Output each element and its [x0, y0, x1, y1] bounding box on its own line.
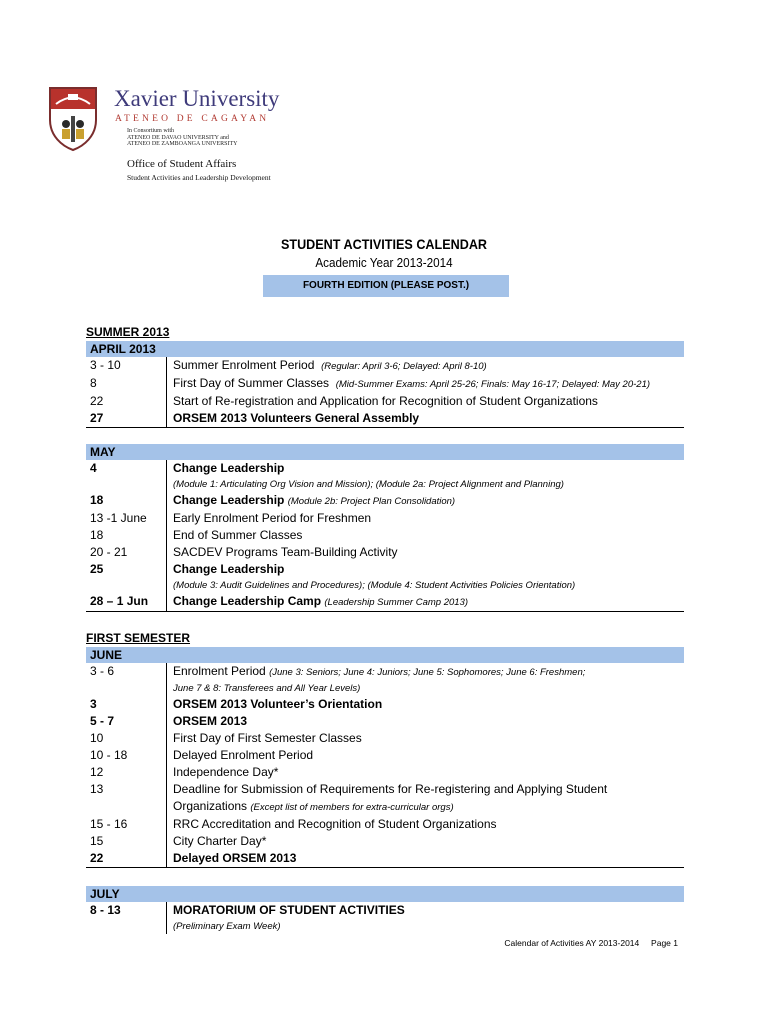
calendar-row: [86, 833, 684, 850]
month-bar-april: APRIL 2013: [86, 341, 684, 357]
row-text: Change Leadership Camp: [173, 594, 322, 608]
row-date: 22: [90, 851, 104, 865]
calendar-row: [86, 357, 684, 375]
month-bar-july: JULY: [86, 886, 684, 902]
row-desc: [166, 460, 684, 492]
row-note: (Leadership Summer Camp 2013): [324, 597, 468, 608]
row-date: 13: [90, 782, 104, 796]
row-text: City Charter Day*: [173, 834, 267, 848]
row-date: 3: [90, 697, 97, 711]
row-desc: [166, 357, 684, 375]
row-date: 3 - 10: [90, 358, 121, 372]
edition-banner: FOURTH EDITION (PLEASE POST.): [263, 275, 509, 297]
row-subline: (Module 1: Articulating Org Vision and Mission); (Module 2a: Project Alignment and Planning): [173, 479, 564, 490]
row-date: 12: [90, 765, 104, 779]
row-text: MORATORIUM OF STUDENT ACTIVITIES: [173, 903, 405, 917]
row-date: 18: [90, 528, 104, 542]
row-text: End of Summer Classes: [173, 528, 303, 542]
row-date: 15 - 16: [90, 817, 128, 831]
row-note: (Regular: April 3-6; Delayed: April 8-10): [321, 361, 487, 372]
row-date: 18: [90, 493, 104, 507]
row-text: Enrolment Period: [173, 664, 266, 678]
row-desc: [166, 816, 684, 833]
row-desc: [166, 593, 684, 611]
calendar-row: [86, 561, 684, 593]
row-desc: [166, 747, 684, 764]
page-footer: Calendar of Activities AY 2013-2014 Page 1: [504, 938, 678, 948]
row-date: 28 – 1 Jun: [90, 594, 149, 608]
activities-calendar: [86, 324, 684, 934]
row-subline: June 7 & 8: Transferees and All Year Levels): [173, 683, 361, 694]
row-desc: [166, 492, 684, 510]
row-text: ORSEM 2013: [173, 714, 248, 728]
row-desc: [166, 663, 684, 696]
consortium-note: In Consortium with ATENEO DE DAVAO UNIVERSITY and ATENEO DE ZAMBOANGA UNIVERSITY: [127, 128, 238, 147]
row-date: 5 - 7: [90, 714, 115, 728]
calendar-row: [86, 527, 684, 544]
row-desc: [166, 544, 684, 561]
row-desc: [166, 410, 684, 427]
row-date: 3 - 6: [90, 664, 115, 678]
row-text: Change Leadership: [173, 493, 285, 507]
row-text: Change Leadership: [173, 562, 285, 576]
calendar-row: [86, 544, 684, 561]
row-text: Independence Day*: [173, 765, 279, 779]
month-bar-june: JUNE: [86, 647, 684, 663]
calendar-row: [86, 696, 684, 713]
row-note: (Except list of members for extra-curricular orgs): [250, 802, 454, 813]
first-semester-heading: FIRST SEMESTER: [86, 631, 191, 645]
calendar-row: [86, 713, 684, 730]
row-desc: [166, 527, 684, 544]
row-desc: [166, 764, 684, 781]
calendar-row: [86, 375, 684, 393]
row-text: ORSEM 2013 Volunteer’s Orientation: [173, 697, 383, 711]
row-subline: (Preliminary Exam Week): [173, 921, 281, 932]
summer-heading: SUMMER 2013: [86, 325, 170, 339]
row-date: 22: [90, 394, 104, 408]
row-note: (June 3: Seniors; June 4: Juniors; June 5: Sophomores; June 6: Freshmen;: [269, 667, 586, 678]
calendar-row: [86, 764, 684, 781]
row-date: 8 - 13: [90, 903, 121, 917]
row-date: 13 -1 June: [90, 511, 147, 525]
university-name: Xavier University: [114, 86, 280, 111]
academic-year: Academic Year 2013-2014: [315, 255, 453, 270]
row-desc: [166, 510, 684, 527]
row-date: 15: [90, 834, 104, 848]
calendar-row: [86, 410, 684, 428]
row-text: ORSEM 2013 Volunteers General Assembly: [173, 411, 420, 425]
row-text-continued: Organizations: [173, 799, 248, 813]
row-date: 10 - 18: [90, 748, 128, 762]
row-text: First Day of First Semester Classes: [173, 731, 362, 745]
calendar-row: [86, 510, 684, 527]
row-text: SACDEV Programs Team-Building Activity: [173, 545, 398, 559]
row-desc: [166, 393, 684, 410]
page-title: STUDENT ACTIVITIES CALENDAR: [280, 236, 488, 252]
row-date: 8: [90, 376, 97, 390]
office-name: Office of Student Affairs: [127, 158, 237, 170]
row-desc: [166, 696, 684, 713]
calendar-row: [86, 593, 684, 612]
office-subtitle: Student Activities and Leadership Development: [127, 173, 271, 182]
row-date: 25: [90, 562, 104, 576]
calendar-row: [86, 816, 684, 833]
row-desc: [166, 902, 684, 934]
row-date: 20 - 21: [90, 545, 128, 559]
university-seal-logo: [48, 86, 98, 152]
letterhead: [48, 80, 308, 184]
row-date: 4: [90, 461, 97, 475]
row-text: Early Enrolment Period for Freshmen: [173, 511, 372, 525]
row-text: Delayed ORSEM 2013: [173, 851, 297, 865]
row-text: Delayed Enrolment Period: [173, 748, 314, 762]
row-text: First Day of Summer Classes: [173, 376, 330, 390]
calendar-row: [86, 747, 684, 764]
row-desc: [166, 730, 684, 747]
row-date: 10: [90, 731, 104, 745]
month-bar-may: MAY: [86, 444, 684, 460]
row-subline: (Module 3: Audit Guidelines and Procedures); (Module 4: Student Activities Policies Orientation): [173, 580, 576, 591]
row-note: (Mid-Summer Exams: April 25-26; Finals: May 16-17; Delayed: May 20-21): [335, 379, 651, 390]
row-desc: [166, 713, 684, 730]
university-subtitle: ATENEO DE CAGAYAN: [115, 114, 270, 124]
row-desc: [166, 833, 684, 850]
calendar-row: [86, 730, 684, 747]
calendar-row: [86, 781, 684, 816]
calendar-row: [86, 850, 684, 868]
row-date: 27: [90, 411, 104, 425]
row-text: Change Leadership: [173, 461, 285, 475]
row-desc: [166, 850, 684, 867]
calendar-row: [86, 460, 684, 492]
row-text: RRC Accreditation and Recognition of Student Organizations: [173, 817, 497, 831]
calendar-row: [86, 902, 684, 934]
calendar-row: [86, 393, 684, 410]
row-desc: [166, 781, 684, 816]
row-text: Deadline for Submission of Requirements for Re-registering and Applying Student: [173, 782, 608, 796]
row-text: Summer Enrolment Period: [173, 358, 315, 372]
calendar-row: [86, 663, 684, 696]
row-desc: [166, 375, 684, 393]
row-desc: [166, 561, 684, 593]
row-note: (Module 2b: Project Plan Consolidation): [287, 496, 456, 507]
calendar-row: [86, 492, 684, 510]
row-text: Start of Re-registration and Application for Recognition of Student Organizations: [173, 394, 598, 408]
